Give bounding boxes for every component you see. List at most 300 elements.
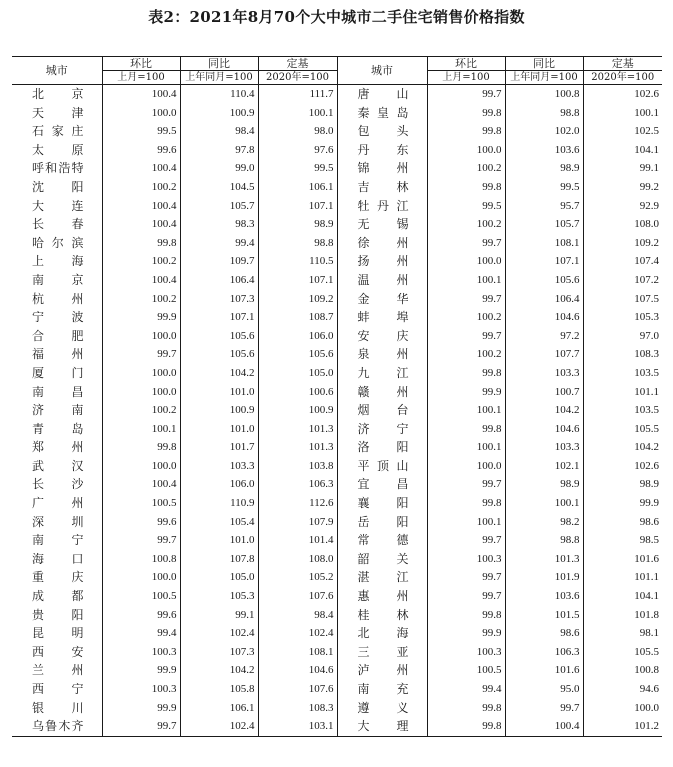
base-value: 112.6	[258, 494, 337, 513]
yoy-value: 103.3	[180, 457, 258, 476]
mom-value: 99.9	[102, 699, 180, 718]
city-name-cell	[337, 457, 427, 476]
city-name-cell	[337, 606, 427, 625]
city-name-cell	[337, 475, 427, 494]
city-name-cell	[337, 383, 427, 402]
base-value: 104.1	[583, 587, 662, 606]
mom-value: 99.8	[102, 234, 180, 253]
city-name-cell	[337, 345, 427, 364]
city-name-cell	[337, 624, 427, 643]
city-name: 贵 阳	[32, 607, 84, 622]
city-name: 大 理	[357, 719, 409, 734]
city-name: 青 岛	[32, 421, 84, 436]
mom-value: 99.6	[102, 606, 180, 625]
mom-value: 100.0	[427, 141, 505, 160]
yoy-value: 104.2	[180, 661, 258, 680]
city-name: 深 圳	[32, 514, 84, 529]
yoy-value: 101.3	[505, 550, 583, 569]
city-name-cell	[12, 327, 102, 346]
city-name: 烟 台	[357, 403, 409, 418]
city-name: 合 肥	[32, 328, 84, 343]
yoy-value: 98.8	[505, 104, 583, 123]
mom-value: 100.3	[102, 643, 180, 662]
yoy-value: 100.4	[505, 717, 583, 736]
base-value: 100.6	[258, 383, 337, 402]
yoy-value: 102.4	[180, 624, 258, 643]
city-name: 九 江	[357, 365, 409, 380]
yoy-value: 105.3	[180, 587, 258, 606]
yoy-value: 101.0	[180, 420, 258, 439]
city-name: 丹 东	[357, 142, 409, 157]
table-row	[12, 568, 662, 587]
mom-value: 99.8	[427, 717, 505, 736]
city-name-cell	[337, 104, 427, 123]
base-value: 105.6	[258, 345, 337, 364]
mom-value: 99.8	[427, 420, 505, 439]
yoy-value: 107.7	[505, 345, 583, 364]
yoy-value: 99.0	[180, 159, 258, 178]
city-name-cell	[12, 252, 102, 271]
city-name: 三 亚	[357, 644, 409, 659]
city-name-cell	[337, 327, 427, 346]
city-name-cell	[337, 178, 427, 197]
table-row	[12, 680, 662, 699]
yoy-value: 100.9	[180, 401, 258, 420]
yoy-value: 98.2	[505, 513, 583, 532]
city-name: 洛 阳	[357, 440, 409, 455]
yoy-value: 98.9	[505, 159, 583, 178]
column-subheader-mom: 上月=100	[102, 71, 180, 85]
mom-value: 99.7	[427, 568, 505, 587]
mom-value: 100.4	[102, 475, 180, 494]
yoy-value: 95.7	[505, 197, 583, 216]
mom-value: 99.7	[427, 587, 505, 606]
city-name: 济 宁	[357, 421, 409, 436]
city-name-cell	[12, 159, 102, 178]
table-row	[12, 197, 662, 216]
table-row	[12, 141, 662, 160]
yoy-value: 107.3	[180, 643, 258, 662]
base-value: 107.1	[258, 271, 337, 290]
yoy-value: 104.5	[180, 178, 258, 197]
city-name-cell	[12, 104, 102, 123]
base-value: 101.4	[258, 531, 337, 550]
city-name: 牡 丹 江	[357, 198, 409, 213]
base-value: 100.0	[583, 699, 662, 718]
mom-value: 100.2	[427, 308, 505, 327]
city-name: 哈 尔 滨	[32, 235, 84, 250]
city-name: 蚌 埠	[357, 310, 409, 325]
base-value: 101.3	[258, 420, 337, 439]
city-name-cell	[337, 438, 427, 457]
mom-value: 100.2	[427, 345, 505, 364]
yoy-value: 106.4	[180, 271, 258, 290]
city-name: 岳 阳	[357, 514, 409, 529]
city-name-cell	[12, 197, 102, 216]
city-name: 济 南	[32, 403, 84, 418]
city-name-cell	[337, 494, 427, 513]
base-value: 92.9	[583, 197, 662, 216]
city-name: 南 昌	[32, 384, 84, 399]
mom-value: 99.8	[427, 178, 505, 197]
base-value: 107.9	[258, 513, 337, 532]
mom-value: 100.0	[102, 568, 180, 587]
table-row	[12, 606, 662, 625]
table-row	[12, 643, 662, 662]
city-name-cell	[337, 234, 427, 253]
city-name: 长 沙	[32, 477, 84, 492]
city-name-cell	[12, 420, 102, 439]
city-name-cell	[337, 699, 427, 718]
base-value: 107.4	[583, 252, 662, 271]
city-name: 银 川	[32, 700, 84, 715]
yoy-value: 105.6	[180, 327, 258, 346]
city-name: 南 充	[357, 682, 409, 696]
yoy-value: 107.1	[505, 252, 583, 271]
mom-value: 100.5	[102, 587, 180, 606]
column-subheader-base: 2020年=100	[258, 71, 337, 85]
mom-value: 100.3	[427, 550, 505, 569]
city-name-cell	[12, 680, 102, 699]
city-name: 大 连	[32, 198, 84, 213]
city-name-cell	[337, 680, 427, 699]
yoy-value: 106.1	[180, 699, 258, 718]
city-name-cell	[337, 643, 427, 662]
base-value: 109.2	[583, 234, 662, 253]
base-value: 99.9	[583, 494, 662, 513]
city-name-cell	[12, 457, 102, 476]
city-name: 唐 山	[357, 87, 409, 101]
city-name: 广 州	[32, 496, 84, 511]
mom-value: 100.2	[102, 401, 180, 420]
city-name: 赣 州	[357, 384, 409, 399]
mom-value: 99.7	[427, 234, 505, 253]
mom-value: 99.7	[102, 717, 180, 736]
base-value: 100.9	[258, 401, 337, 420]
yoy-value: 103.6	[505, 141, 583, 160]
city-name-cell	[12, 643, 102, 662]
city-name: 天 津	[32, 105, 84, 120]
city-name: 襄 阳	[357, 496, 409, 511]
city-name: 长 春	[32, 217, 84, 232]
city-name: 安 庆	[357, 328, 409, 343]
mom-value: 100.0	[427, 457, 505, 476]
table-row	[12, 327, 662, 346]
mom-value: 100.4	[102, 85, 180, 104]
mom-value: 100.0	[102, 383, 180, 402]
city-name-cell	[337, 717, 427, 736]
city-name: 海 口	[32, 551, 84, 566]
city-name-cell	[337, 568, 427, 587]
city-name-cell	[337, 587, 427, 606]
base-value: 101.8	[583, 606, 662, 625]
mom-value: 99.8	[427, 122, 505, 141]
city-name: 西 安	[32, 644, 84, 659]
mom-value: 100.3	[427, 643, 505, 662]
table-row	[12, 438, 662, 457]
yoy-value: 98.9	[505, 475, 583, 494]
mom-value: 100.2	[427, 215, 505, 234]
mom-value: 100.0	[102, 327, 180, 346]
base-value: 108.3	[258, 699, 337, 718]
mom-value: 100.0	[102, 104, 180, 123]
column-subheader-yoy: 上年同月=100	[505, 71, 583, 85]
city-name: 石 家 庄	[32, 124, 84, 139]
mom-value: 99.7	[427, 290, 505, 309]
city-name: 郑 州	[32, 440, 84, 455]
base-value: 98.5	[583, 531, 662, 550]
mom-value: 99.8	[427, 104, 505, 123]
yoy-value: 100.8	[505, 85, 583, 104]
city-name-cell	[337, 364, 427, 383]
base-value: 106.3	[258, 475, 337, 494]
city-name: 温 州	[357, 272, 409, 287]
city-name-cell	[12, 550, 102, 569]
city-name: 乌 鲁 木 齐	[32, 719, 84, 734]
mom-value: 99.8	[102, 438, 180, 457]
city-name: 成 都	[32, 589, 84, 604]
yoy-value: 110.9	[180, 494, 258, 513]
base-value: 101.3	[258, 438, 337, 457]
city-name-cell	[337, 122, 427, 141]
city-name-cell	[337, 252, 427, 271]
mom-value: 100.5	[427, 661, 505, 680]
mom-value: 99.8	[427, 494, 505, 513]
mom-value: 100.8	[102, 550, 180, 569]
city-name-cell	[337, 85, 427, 104]
city-name-cell	[12, 290, 102, 309]
table-body	[12, 85, 662, 737]
yoy-value: 105.7	[180, 197, 258, 216]
base-value: 102.6	[583, 85, 662, 104]
yoy-value: 99.5	[505, 178, 583, 197]
base-value: 108.7	[258, 308, 337, 327]
base-value: 108.0	[258, 550, 337, 569]
base-value: 104.2	[583, 438, 662, 457]
yoy-value: 103.3	[505, 438, 583, 457]
city-name-cell	[12, 624, 102, 643]
base-value: 105.3	[583, 308, 662, 327]
city-name: 无 锡	[357, 217, 409, 232]
mom-value: 100.2	[427, 159, 505, 178]
table-row	[12, 457, 662, 476]
base-value: 101.1	[583, 383, 662, 402]
city-name: 南 京	[32, 272, 84, 287]
mom-value: 100.5	[102, 494, 180, 513]
city-name-cell	[12, 475, 102, 494]
table-title: 表2：2021年8月70个大中城市二手住宅销售价格指数	[148, 8, 525, 26]
city-name-cell	[337, 550, 427, 569]
base-value: 108.3	[583, 345, 662, 364]
base-value: 98.6	[583, 513, 662, 532]
mom-value: 99.7	[427, 85, 505, 104]
base-value: 101.2	[583, 717, 662, 736]
table-row	[12, 271, 662, 290]
yoy-value: 105.4	[180, 513, 258, 532]
mom-value: 100.4	[102, 159, 180, 178]
city-name: 武 汉	[32, 458, 84, 473]
mom-value: 100.2	[102, 178, 180, 197]
base-value: 99.1	[583, 159, 662, 178]
column-header-city: 城市	[12, 57, 102, 85]
yoy-value: 106.4	[505, 290, 583, 309]
column-header-mom: 环比	[102, 57, 180, 71]
yoy-value: 98.4	[180, 122, 258, 141]
mom-value: 100.4	[102, 215, 180, 234]
city-name-cell	[12, 122, 102, 141]
base-value: 98.0	[258, 122, 337, 141]
city-name: 沈 阳	[32, 179, 84, 194]
city-name-cell	[337, 141, 427, 160]
base-value: 98.4	[258, 606, 337, 625]
mom-value: 100.1	[427, 401, 505, 420]
city-name-cell	[337, 197, 427, 216]
city-name-cell	[337, 290, 427, 309]
base-value: 106.1	[258, 178, 337, 197]
city-name: 重 庆	[32, 570, 84, 585]
city-name: 北 海	[357, 626, 409, 641]
table-row	[12, 717, 662, 736]
city-name: 扬 州	[357, 254, 409, 269]
table-row	[12, 234, 662, 253]
base-value: 101.6	[583, 550, 662, 569]
yoy-value: 102.4	[180, 717, 258, 736]
base-value: 102.5	[583, 122, 662, 141]
city-name-cell	[12, 513, 102, 532]
yoy-value: 99.7	[505, 699, 583, 718]
base-value: 111.7	[258, 85, 337, 104]
table-row	[12, 494, 662, 513]
yoy-value: 100.9	[180, 104, 258, 123]
yoy-value: 105.0	[180, 568, 258, 587]
table-row	[12, 661, 662, 680]
city-name-cell	[337, 159, 427, 178]
base-value: 109.2	[258, 290, 337, 309]
mom-value: 99.9	[102, 308, 180, 327]
yoy-value: 101.7	[180, 438, 258, 457]
city-name-cell	[12, 178, 102, 197]
mom-value: 100.2	[102, 290, 180, 309]
base-value: 104.1	[583, 141, 662, 160]
mom-value: 99.4	[427, 680, 505, 699]
base-value: 102.6	[583, 457, 662, 476]
city-name-cell	[12, 699, 102, 718]
yoy-value: 103.6	[505, 587, 583, 606]
mom-value: 99.8	[427, 364, 505, 383]
yoy-value: 97.2	[505, 327, 583, 346]
city-name-cell	[12, 234, 102, 253]
city-name-cell	[12, 717, 102, 736]
yoy-value: 98.8	[505, 531, 583, 550]
base-value: 108.1	[258, 643, 337, 662]
city-name: 遵 义	[357, 700, 409, 715]
table-row	[12, 85, 662, 104]
city-name-cell	[337, 420, 427, 439]
yoy-value: 105.8	[180, 680, 258, 699]
yoy-value: 101.0	[180, 383, 258, 402]
mom-value: 100.1	[427, 271, 505, 290]
table-row	[12, 345, 662, 364]
yoy-value: 100.7	[505, 383, 583, 402]
city-name: 锦 州	[357, 161, 409, 176]
city-name-cell	[337, 308, 427, 327]
mom-value: 99.6	[102, 513, 180, 532]
table-row	[12, 308, 662, 327]
city-name-cell	[12, 85, 102, 104]
city-name: 泸 州	[357, 663, 409, 678]
table-row	[12, 587, 662, 606]
yoy-value: 105.6	[505, 271, 583, 290]
yoy-value: 106.3	[505, 643, 583, 662]
city-name: 厦 门	[32, 365, 84, 380]
yoy-value: 107.8	[180, 550, 258, 569]
base-value: 107.6	[258, 587, 337, 606]
city-name: 太 原	[32, 142, 84, 157]
base-value: 98.9	[583, 475, 662, 494]
mom-value: 100.2	[102, 252, 180, 271]
base-value: 104.6	[258, 661, 337, 680]
base-value: 103.1	[258, 717, 337, 736]
base-value: 103.5	[583, 401, 662, 420]
base-value: 98.1	[583, 624, 662, 643]
city-name-cell	[12, 383, 102, 402]
base-value: 110.5	[258, 252, 337, 271]
column-header-mom: 环比	[427, 57, 505, 71]
column-subheader-yoy: 上年同月=100	[180, 71, 258, 85]
city-name: 呼 和 浩 特	[32, 161, 84, 176]
base-value: 103.5	[583, 364, 662, 383]
city-name-cell	[12, 308, 102, 327]
city-name-cell	[337, 661, 427, 680]
city-name: 泉 州	[357, 347, 409, 362]
mom-value: 100.4	[102, 271, 180, 290]
base-value: 102.4	[258, 624, 337, 643]
city-name-cell	[12, 141, 102, 160]
city-name: 吉 林	[357, 179, 409, 194]
yoy-value: 107.1	[180, 308, 258, 327]
yoy-value: 106.0	[180, 475, 258, 494]
base-value: 99.2	[583, 178, 662, 197]
city-name: 桂 林	[357, 607, 409, 622]
mom-value: 99.7	[427, 327, 505, 346]
column-header-base: 定基	[258, 57, 337, 71]
yoy-value: 97.8	[180, 141, 258, 160]
mom-value: 100.1	[102, 420, 180, 439]
yoy-value: 102.0	[505, 122, 583, 141]
column-header-base: 定基	[583, 57, 662, 71]
table-row	[12, 252, 662, 271]
city-name-cell	[337, 401, 427, 420]
table-row	[12, 531, 662, 550]
mom-value: 99.7	[427, 531, 505, 550]
base-value: 97.0	[583, 327, 662, 346]
city-name: 金 华	[357, 291, 409, 306]
table-row	[12, 122, 662, 141]
city-name-cell	[12, 364, 102, 383]
city-name: 兰 州	[32, 663, 84, 678]
base-value: 105.5	[583, 420, 662, 439]
base-value: 101.1	[583, 568, 662, 587]
yoy-value: 99.1	[180, 606, 258, 625]
table-row	[12, 364, 662, 383]
city-name-cell	[337, 271, 427, 290]
yoy-value: 104.2	[505, 401, 583, 420]
base-value: 108.0	[583, 215, 662, 234]
city-name-cell	[12, 438, 102, 457]
city-name: 上 海	[32, 254, 84, 269]
mom-value: 99.9	[427, 624, 505, 643]
base-value: 105.5	[583, 643, 662, 662]
